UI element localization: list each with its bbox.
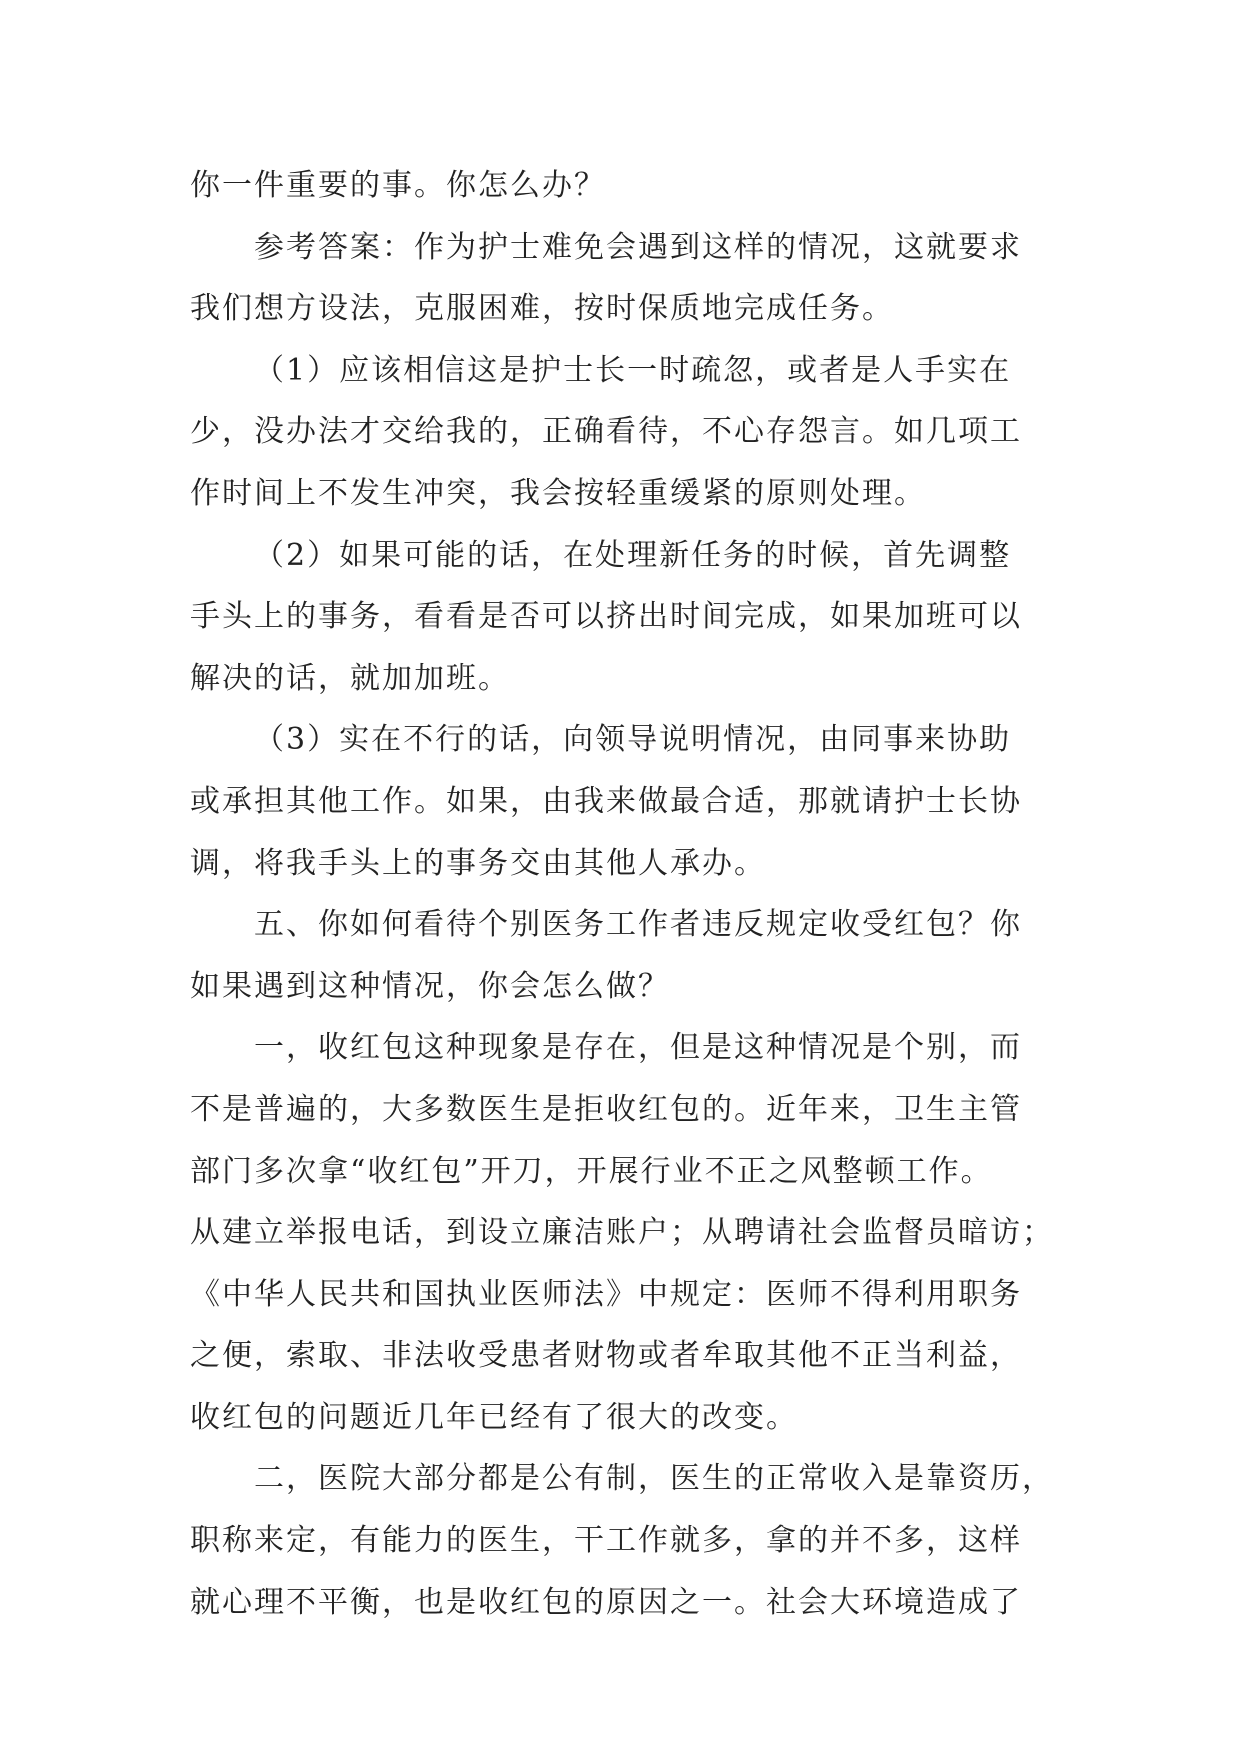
text-line: 之便，索取、非法收受患者财物或者牟取其他不正当利益， bbox=[190, 1338, 1022, 1374]
text-line: （3）实在不行的话，向领导说明情况，由同事来协助 bbox=[254, 722, 1012, 758]
document-body bbox=[190, 155, 1060, 1633]
text-line: 如果遇到这种情况，你会怎么做？ bbox=[190, 968, 670, 1004]
text-line: 我们想方设法，克服困难，按时保质地完成任务。 bbox=[190, 291, 894, 327]
text-line: 二，医院大部分都是公有制，医生的正常收入是靠资历， bbox=[254, 1461, 1054, 1497]
text-line: 收红包的问题近几年已经有了很大的改变。 bbox=[190, 1399, 798, 1435]
text-line: 调，将我手头上的事务交由其他人承办。 bbox=[190, 845, 766, 881]
text-line: （1）应该相信这是护士长一时疏忽，或者是人手实在 bbox=[254, 352, 1012, 388]
text-line: 就心理不平衡，也是收红包的原因之一。社会大环境造成了 bbox=[190, 1584, 1022, 1620]
text-line: 不是普遍的，大多数医生是拒收红包的。近年来，卫生主管 bbox=[190, 1091, 1022, 1127]
text-line: 或承担其他工作。如果，由我来做最合适，那就请护士长协 bbox=[190, 783, 1022, 819]
text-line: 少，没办法才交给我的，正确看待，不心存怨言。如几项工 bbox=[190, 414, 1022, 450]
text-line: 参考答案：作为护士难免会遇到这样的情况，这就要求 bbox=[254, 229, 1022, 265]
text-line: 一，收红包这种现象是存在，但是这种情况是个别，而 bbox=[254, 1030, 1022, 1066]
text-line: 手头上的事务，看看是否可以挤出时间完成，如果加班可以 bbox=[190, 599, 1022, 635]
text-line: （2）如果可能的话，在处理新任务的时候，首先调整 bbox=[254, 537, 1012, 573]
text-line: 作时间上不发生冲突，我会按轻重缓紧的原则处理。 bbox=[190, 475, 926, 511]
text-line: 部门多次拿“收红包”开刀，开展行业不正之风整顿工作。 bbox=[190, 1153, 993, 1189]
text-line: 职称来定，有能力的医生，干工作就多，拿的并不多，这样 bbox=[190, 1523, 1022, 1559]
text-line: 五、你如何看待个别医务工作者违反规定收受红包？你 bbox=[254, 907, 1022, 943]
text-line: 解决的话，就加加班。 bbox=[190, 660, 510, 696]
text-line: 《中华人民共和国执业医师法》中规定：医师不得利用职务 bbox=[190, 1276, 1022, 1312]
text-line: 从建立举报电话，到设立廉洁账户；从聘请社会监督员暗访； bbox=[190, 1215, 1054, 1251]
text-line: 你一件重要的事。你怎么办？ bbox=[190, 168, 606, 203]
